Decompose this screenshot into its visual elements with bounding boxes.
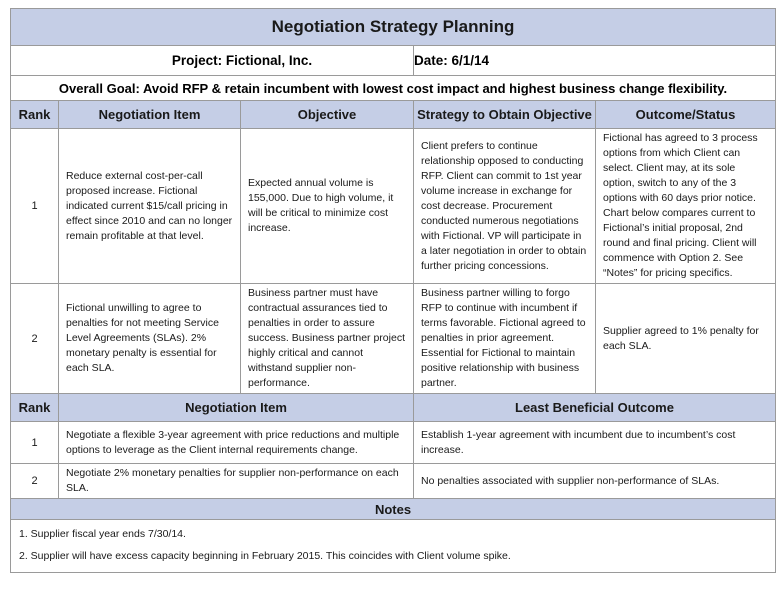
outcome-cell: Supplier agreed to 1% penalty for each SLA. <box>596 284 776 394</box>
negotiation-worksheet <box>10 8 775 576</box>
header-outcome-status: Outcome/Status <box>596 101 776 129</box>
negotiation-item-cell: Negotiate a flexible 3-year agreement with price reductions and multiple options to leverage as the Client internal requirements change. <box>59 422 414 464</box>
note-item: 2. Supplier will have excess capacity beginning in February 2015. This coincides with Client volume spike. <box>19 550 511 562</box>
least-beneficial-cell: Establish 1-year agreement with incumbent due to incumbent’s cost increase. <box>414 422 776 464</box>
date-label: Date: 6/1/14 <box>414 46 776 76</box>
table-row <box>11 129 776 284</box>
outcome-cell: Fictional has agreed to 3 process options from which Client can select. Client may, at its sole option, switch to any of the 3 options with 60 days prior notice. Chart below compares current to Fictional’s initial proposal, 2nd round and final pricing. Client will commence with Option 2. See “Notes” for pricing specifics. <box>596 129 776 284</box>
negotiation-table <box>10 8 776 573</box>
table-row <box>11 464 776 499</box>
note-item: 1. Supplier fiscal year ends 7/30/14. <box>19 528 186 540</box>
project-label: Project: Fictional, Inc. <box>11 46 414 76</box>
rank-cell: 2 <box>11 464 59 499</box>
objective-cell: Expected annual volume is 155,000. Due to high volume, it will be critical to minimize cost increase. <box>241 129 414 284</box>
negotiation-item-cell: Reduce external cost-per-call proposed increase. Fictional indicated current $15/call pricing in effect since 2010 and can no longer remain profitable at that level. <box>59 129 241 284</box>
rank-cell: 1 <box>11 129 59 284</box>
header-rank: Rank <box>11 101 59 129</box>
header-negotiation-item: Negotiation Item <box>59 101 241 129</box>
header2-rank: Rank <box>11 394 59 422</box>
header-objective: Objective <box>241 101 414 129</box>
objective-cell: Business partner must have contractual assurances tied to penalties in order to assure success. Business partner project highly critical and cannot withstand supplier non-performance. <box>241 284 414 394</box>
page-title: Negotiation Strategy Planning <box>11 9 776 46</box>
overall-goal: Overall Goal: Avoid RFP & retain incumbent with lowest cost impact and highest business change flexibility. <box>11 76 776 101</box>
header-strategy: Strategy to Obtain Objective <box>414 101 596 129</box>
strategy-cell: Business partner willing to forgo RFP to continue with incumbent if terms favorable. Fictional agreed to penalties in prior agreement. Essential for Fictional to maintain positive relationship with business partner. <box>414 284 596 394</box>
rank-cell: 2 <box>11 284 59 394</box>
rank-cell: 1 <box>11 422 59 464</box>
table-row <box>11 422 776 464</box>
header2-least-beneficial-outcome: Least Beneficial Outcome <box>414 394 776 422</box>
strategy-cell: Client prefers to continue relationship opposed to conducting RFP. Client can commit to 1st year volume increase in exchange for cost decrease. Procurement conducted numerous negotiations with Fictional. VP will participate in a later negotiation in order to obtain further pricing concessions. <box>414 129 596 284</box>
negotiation-item-cell: Fictional unwilling to agree to penalties for not meeting Service Level Agreements (SLAs). 2% monetary penalty is essential for each SLA. <box>59 284 241 394</box>
notes-title: Notes <box>11 499 776 520</box>
negotiation-item-cell: Negotiate 2% monetary penalties for supplier non-performance on each SLA. <box>59 464 414 499</box>
least-beneficial-cell: No penalties associated with supplier non-performance of SLAs. <box>414 464 776 499</box>
header2-negotiation-item: Negotiation Item <box>59 394 414 422</box>
table-row <box>11 284 776 394</box>
notes-section <box>11 520 776 573</box>
